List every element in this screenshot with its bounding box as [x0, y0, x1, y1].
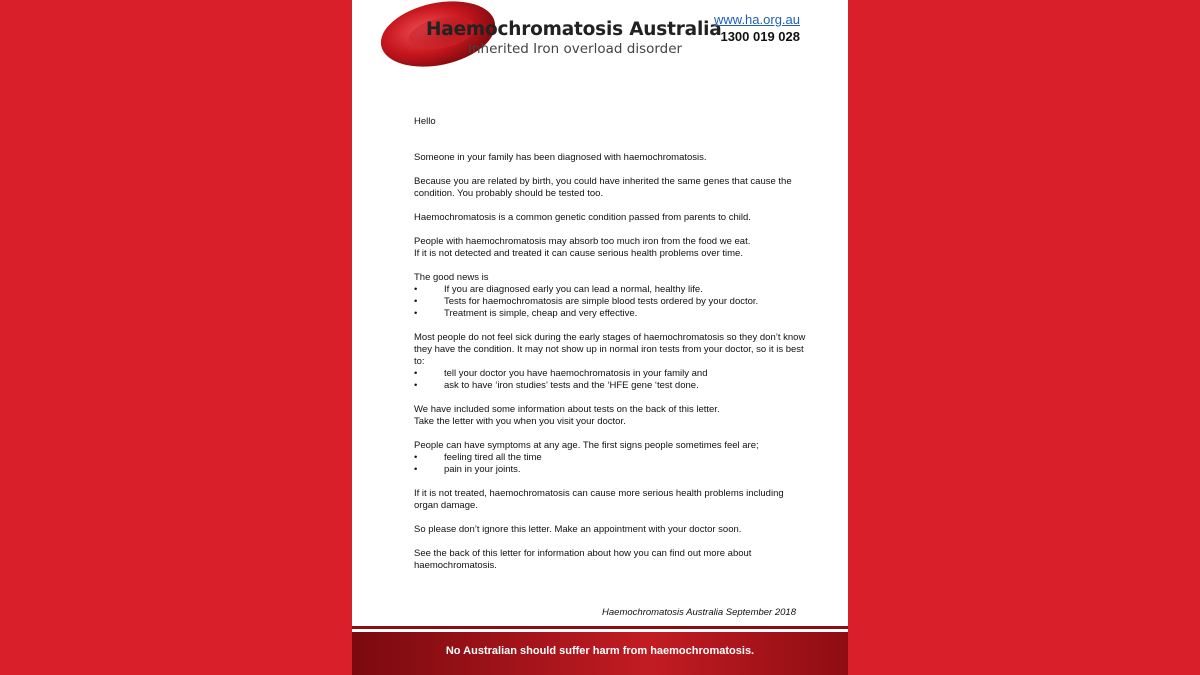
list-item: • feeling tired all the time	[414, 452, 542, 463]
bullet-icon: •	[414, 380, 418, 391]
bullet-icon: •	[414, 308, 418, 319]
phone-number: 1300 019 028	[720, 29, 800, 44]
letter-page	[352, 0, 848, 675]
bullet-icon: •	[414, 464, 418, 475]
paragraph: Most people do not feel sick during the early stages of haemochromatosis so they don’t know they have the condition. It may not show up in normal iron tests from your doctor, so it is best to:	[414, 332, 806, 367]
list-item: • Treatment is simple, cheap and very effective.	[414, 308, 638, 319]
paragraph-line: People with haemochromatosis may absorb too much iron from the food we eat.	[414, 236, 751, 247]
best-to-section	[414, 332, 806, 392]
paragraph-line: We have included some information about tests on the back of this letter.	[414, 404, 720, 415]
good-news-section	[414, 272, 806, 320]
paragraph: If it is not treated, haemochromatosis can cause more serious health problems including organ damage.	[414, 488, 784, 511]
list-item: • pain in your joints.	[414, 464, 521, 475]
paragraph: Because you are related by birth, you could have inherited the same genes that cause the condition. You probably should be tested too.	[414, 176, 792, 199]
paragraph: Someone in your family has been diagnosed with haemochromatosis.	[414, 152, 707, 163]
symptoms-section	[414, 440, 806, 476]
letter-body	[414, 116, 806, 584]
paragraph: People can have symptoms at any age. The first signs people sometimes feel are;	[414, 440, 759, 451]
greeting: Hello	[414, 116, 436, 127]
list-item: • tell your doctor you have haemochromatosis in your family and	[414, 368, 708, 379]
brand-tagline: Inherited Iron overload disorder	[468, 41, 683, 57]
list-item: • ask to have ‘iron studies’ tests and the ‘HFE gene ‘test done.	[414, 380, 699, 391]
footer-band	[352, 626, 848, 675]
logo	[380, 0, 722, 68]
paragraph-line: Take the letter with you when you visit your doctor.	[414, 416, 626, 427]
brand-name: Haemochromatosis Australia	[426, 19, 722, 40]
signature: Haemochromatosis Australia September 2018	[602, 607, 796, 618]
bullet-icon: •	[414, 452, 418, 463]
footer-slogan: No Australian should suffer harm from haemochromatosis.	[445, 645, 755, 657]
paragraph: Haemochromatosis is a common genetic condition passed from parents to child.	[414, 212, 751, 223]
list-item: • Tests for haemochromatosis are simple blood tests ordered by your doctor.	[414, 296, 759, 307]
good-news-intro: The good news is	[414, 272, 489, 283]
paragraph	[414, 404, 806, 428]
bullet-icon: •	[414, 368, 418, 379]
paragraph	[414, 236, 806, 260]
bullet-icon: •	[414, 296, 418, 307]
paragraph: See the back of this letter for information about how you can find out more about haemochromatosis.	[414, 548, 752, 571]
footer-divider	[352, 626, 848, 629]
website-link[interactable]: www.ha.org.au	[714, 12, 800, 27]
contact-block	[714, 12, 800, 45]
paragraph-line: If it is not detected and treated it can cause serious health problems over time.	[414, 248, 743, 259]
paragraph: So please don’t ignore this letter. Make an appointment with your doctor soon.	[414, 524, 742, 535]
bullet-icon: •	[414, 284, 418, 295]
list-item: • If you are diagnosed early you can lead a normal, healthy life.	[414, 284, 703, 295]
